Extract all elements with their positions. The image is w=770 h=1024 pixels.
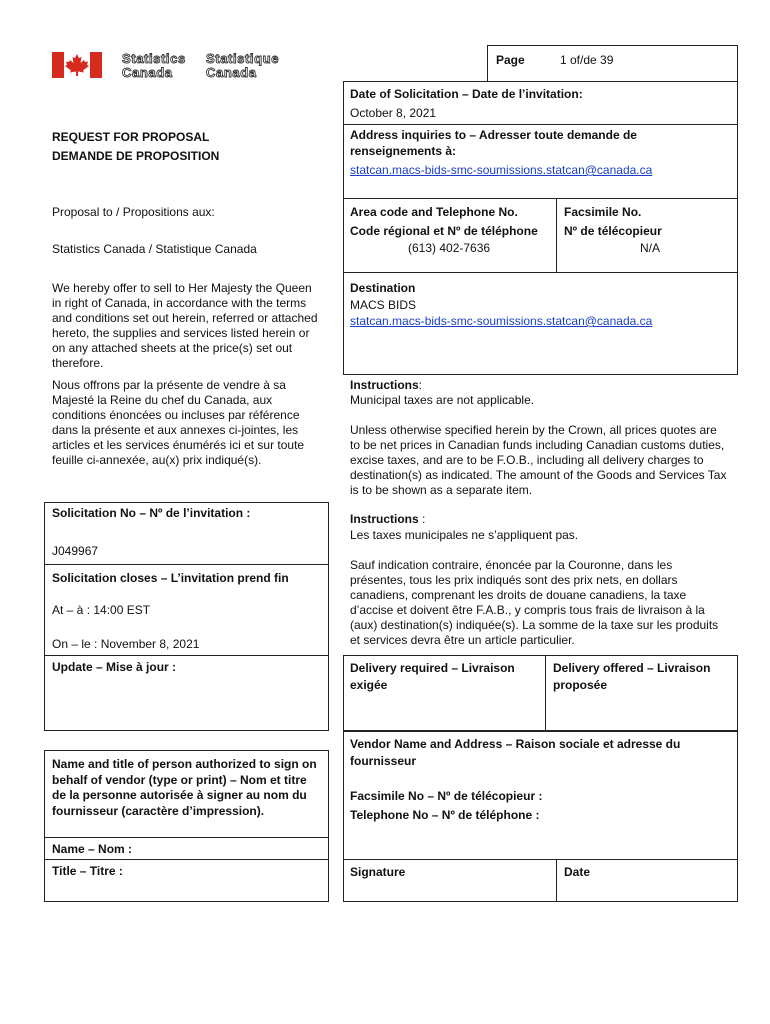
page-value: 1 of/de 39: [560, 53, 614, 67]
instructions-fr-label: Instructions: [350, 512, 419, 526]
name-label: Name – Nom :: [52, 842, 133, 856]
proposal-to-label: Proposal to / Propositions aux:: [52, 205, 215, 219]
instructions-en-body: Unless otherwise specified herein by the Crown, all prices quotes are to be net prices in Canadian funds including Canadian customs duties, excise taxes, and are to be F.O.B., including all delivery charges to destination(s) as indicated. The amount of the Goods and Services Tax is to be shown as a separate item.: [350, 423, 727, 497]
fax-label-en: Facsimile No.: [564, 205, 642, 219]
canada-flag-icon: [52, 52, 102, 78]
destination-section: [350, 281, 730, 329]
date-label: Date: [564, 865, 591, 879]
update-label: Update – Mise à jour :: [52, 660, 177, 674]
fax-section: [564, 205, 734, 256]
closing-date: On – le : November 8, 2021: [52, 637, 200, 651]
title-fr: DEMANDE DE PROPOSITION: [52, 149, 220, 163]
proposal-to-value: Statistics Canada / Statistique Canada: [52, 242, 257, 256]
vendor-fax-label: Facsimile No – Nº de télécopieur :: [350, 789, 543, 803]
phone-label-fr: Code régional et Nº de téléphone: [350, 224, 538, 238]
delivery-required-label: Delivery required – Livraison exigée: [350, 661, 515, 692]
authorized-person-label: Name and title of person authorized to sign on behalf of vendor (type or print) – Nom et titre de la personne autorisée à signer au nom du fournisseur (caractère d’impression).: [52, 757, 317, 818]
statcan-logo: [52, 52, 292, 82]
instructions-en-line1: Municipal taxes are not applicable.: [350, 393, 535, 407]
page-number-box: [487, 45, 738, 82]
fax-value: N/A: [640, 241, 661, 255]
solicitation-closes-label: Solicitation closes – L’invitation prend fin: [52, 571, 289, 585]
solicitation-no-label: Solicitation No – Nº de l’invitation :: [52, 506, 251, 520]
closing-time: At – à : 14:00 EST: [52, 603, 151, 617]
vendor-phone-label: Telephone No – Nº de téléphone :: [350, 808, 540, 822]
signature-label: Signature: [350, 865, 406, 879]
inquiries-label: Address inquiries to – Adresser toute demande de renseignements à:: [350, 128, 637, 158]
destination-name: MACS BIDS: [350, 298, 417, 312]
inquiries-email-link[interactable]: statcan.macs-bids-smc-soumissions.statcan@canada.ca: [350, 163, 653, 177]
instructions-fr-section: Instructions : Les taxes municipales ne s’appliquent pas. Sauf indication contraire, énoncée par la Couronne, dans les présentes, tous les prix indiqués sont des prix nets, en dollars canadiens, comprenant les droits de douane canadiens, la taxe d’accise et doivent être F.A.B., y compris tous frais de livraison à la (aux) destination(s) indiquée(s). La somme de la taxe sur les produits et services devra être un article particulier.: [350, 512, 730, 648]
offer-text-fr: Nous offrons par la présente de vendre à sa Majesté la Reine du chef du Canada, aux conditions énoncées ou incluses par référence dans la présente et aux annexes ci-jointes, les articles et les services énumérés ici et sur toute feuille ci-annexée, au(x) prix indiqué(s).: [52, 378, 305, 467]
agency-name-fr: Statistique Canada: [206, 51, 280, 80]
instructions-fr-body: Sauf indication contraire, énoncée par la Couronne, dans les présentes, tous les prix indiqués sont des prix nets, en dollars canadiens, comprenant les droits de douane canadiens, la taxe d’accise et doivent être F.A.B., y compris tous frais de livraison à la (aux) destination(s) indiquée(s). La somme de la taxe sur les produits et services devra être un article particulier.: [350, 558, 719, 647]
destination-email-link[interactable]: statcan.macs-bids-smc-soumissions.statcan@canada.ca: [350, 314, 653, 328]
instructions-fr-line1: Les taxes municipales ne s’appliquent pas.: [350, 528, 579, 542]
destination-label: Destination: [350, 281, 416, 295]
title-label: Title – Titre :: [52, 864, 123, 878]
fax-label-fr: Nº de télécopieur: [564, 224, 662, 238]
vendor-name-address-label: Vendor Name and Address – Raison sociale et adresse du fournisseur: [350, 737, 681, 768]
page-label: Page: [496, 53, 525, 67]
title-en: REQUEST FOR PROPOSAL: [52, 130, 210, 144]
instructions-en-label: Instructions: [350, 378, 419, 392]
delivery-offered-label: Delivery offered – Livraison proposée: [553, 661, 711, 692]
offer-text-en: We hereby offer to sell to Her Majesty the Queen in right of Canada, in accordance with the terms and conditions set out herein, referred or attached hereto, the supplies and services listed herein or on any attached sheets at the price(s) set out therefore.: [52, 281, 318, 370]
document-title: [52, 128, 219, 166]
solicitation-date-value: October 8, 2021: [350, 106, 437, 120]
solicitation-date-label: Date of Solicitation – Date de l’invitation:: [350, 87, 583, 101]
inquiries-section: [350, 127, 680, 178]
phone-section: [350, 205, 550, 256]
phone-value: (613) 402-7636: [408, 241, 491, 255]
solicitation-no-value: J049967: [52, 544, 99, 558]
phone-label-en: Area code and Telephone No.: [350, 205, 518, 219]
solicitation-date-section: [350, 87, 730, 121]
instructions-en-section: Instructions: Municipal taxes are not applicable. Unless otherwise specified herein by the Crown, all prices quotes are to be net prices in Canadian funds including Canadian customs duties, excise taxes, and are to be F.O.B., including all delivery charges to destination(s) as indicated. The amount of the Goods and Services Tax is to be shown as a separate item.: [350, 378, 730, 498]
agency-name-en: Statistics Canada: [122, 51, 186, 80]
